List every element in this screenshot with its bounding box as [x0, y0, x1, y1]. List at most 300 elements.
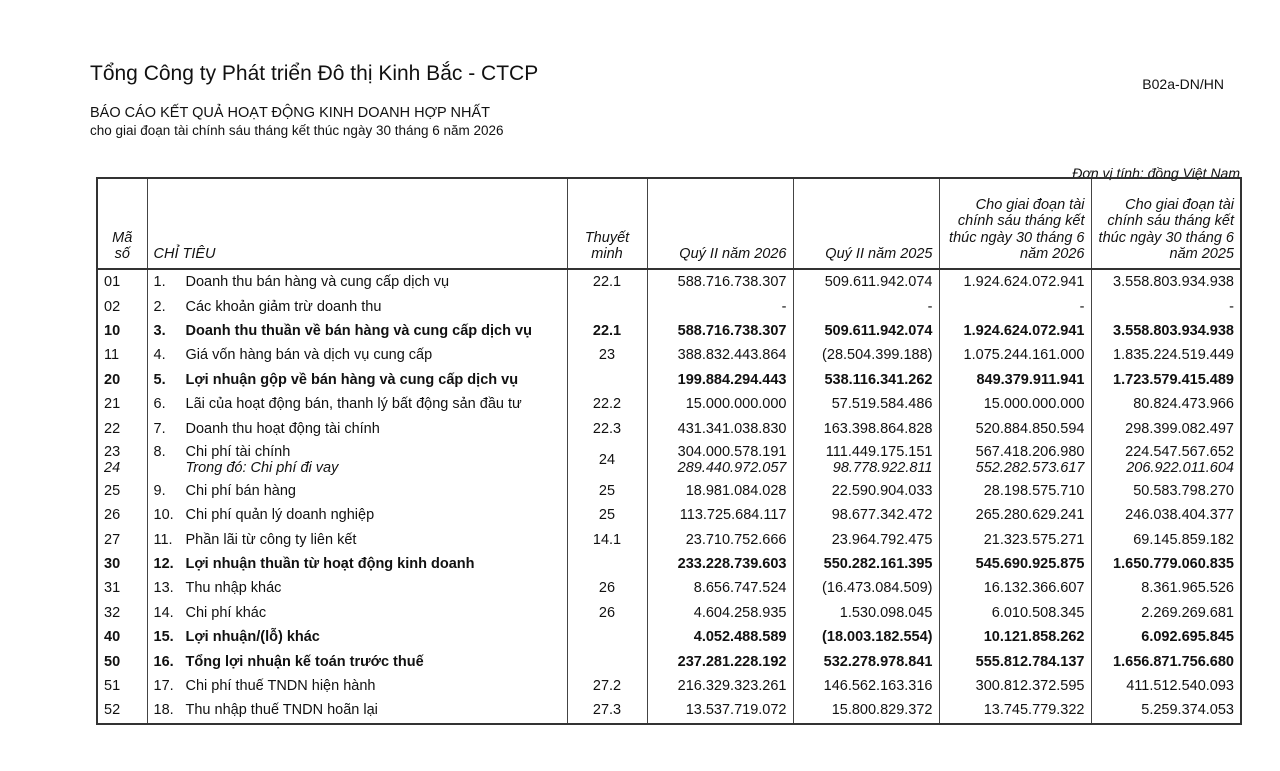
col-header-code: Mã số	[97, 178, 147, 269]
cell-note	[567, 698, 647, 723]
value-q2-2026: 23.710.752.666	[685, 531, 787, 548]
row-index: 14.	[153, 604, 174, 621]
cell-h1-2026	[939, 416, 1091, 440]
cell-q2-2025	[793, 416, 939, 440]
cell-q2-2026	[647, 625, 793, 649]
row-code: 50	[104, 653, 121, 670]
value-h1-2025: 6.092.695.845	[1141, 629, 1234, 646]
cell-h1-2026	[939, 698, 1091, 723]
value-q2-2026: 18.981.084.028	[685, 482, 787, 499]
cell-h1-2026	[939, 503, 1091, 527]
cell-item	[147, 649, 567, 673]
cell-q2-2025	[793, 698, 939, 723]
cell-note	[567, 552, 647, 576]
row-label: Các khoản giảm trừ doanh thu	[185, 298, 382, 315]
cell-item	[147, 479, 567, 503]
cell-note	[567, 294, 647, 318]
cell-item	[147, 576, 567, 600]
row-note: 22.1	[592, 322, 622, 339]
row-label: Thu nhập khác	[185, 580, 282, 597]
value-q2-2026: 216.329.323.261	[677, 678, 787, 695]
cell-q2-2026	[647, 674, 793, 698]
table-row	[97, 528, 1241, 552]
cell-item	[147, 503, 567, 527]
cell-item	[147, 674, 567, 698]
cell-q2-2025	[793, 625, 939, 649]
value-h1-2025: 3.558.803.934.938	[1113, 322, 1234, 339]
cell-q2-2026	[647, 552, 793, 576]
cell-note	[567, 416, 647, 440]
value-q2-2026: 588.716.738.307	[677, 322, 787, 339]
value-q2-2026: 199.884.294.443	[677, 371, 787, 388]
row-code: 25	[104, 482, 121, 499]
row-code: 23	[104, 443, 121, 460]
cell-note	[567, 368, 647, 392]
row-code: 11	[104, 347, 120, 364]
col-header-item: CHỈ TIÊU	[147, 178, 567, 269]
cell-h1-2025	[1091, 674, 1241, 698]
cell-code	[97, 479, 147, 503]
table-row	[97, 441, 1241, 479]
value-q2-2026: 388.832.443.864	[677, 347, 787, 364]
value-q2-2025: 15.800.829.372	[831, 702, 933, 719]
row-note: 25	[598, 482, 616, 499]
cell-q2-2025	[793, 368, 939, 392]
row-label: Doanh thu bán hàng và cung cấp dịch vụ	[185, 274, 450, 291]
row-index: 7.	[153, 420, 166, 437]
value-q2-2026: 8.656.747.524	[693, 580, 787, 597]
row-note: 26	[598, 580, 616, 597]
cell-item	[147, 294, 567, 318]
cell-q2-2026	[647, 576, 793, 600]
cell-q2-2025	[793, 343, 939, 367]
value-h1-2026: 21.323.575.271	[983, 531, 1085, 548]
row-index: 12.	[153, 556, 174, 573]
row-note: 24	[598, 451, 616, 468]
value-q2-2025: 111.449.175.151	[825, 443, 933, 460]
row-index: 17.	[153, 678, 174, 695]
cell-note	[567, 503, 647, 527]
table-row	[97, 601, 1241, 625]
cell-note	[567, 674, 647, 698]
table-row	[97, 294, 1241, 318]
cell-code	[97, 552, 147, 576]
cell-code	[97, 441, 147, 479]
company-name: Tổng Công ty Phát triển Đô thị Kinh Bắc - CTCP	[90, 62, 539, 85]
row-label: Chi phí thuế TNDN hiện hành	[185, 678, 376, 695]
cell-code	[97, 649, 147, 673]
row-index: 1.	[153, 274, 166, 291]
cell-code	[97, 576, 147, 600]
cell-h1-2026	[939, 601, 1091, 625]
cell-q2-2025	[793, 528, 939, 552]
cell-q2-2025	[793, 392, 939, 416]
value-q2-2025: (18.003.182.554)	[822, 629, 933, 646]
value-h1-2025: 80.824.473.966	[1133, 396, 1234, 413]
value-h1-2025: 69.145.859.182	[1133, 531, 1234, 548]
cell-q2-2026	[647, 269, 793, 294]
cell-h1-2025	[1091, 294, 1241, 318]
table-row	[97, 625, 1241, 649]
row-code: 32	[104, 604, 121, 621]
cell-q2-2025	[793, 576, 939, 600]
value-q2-2025: (16.473.084.509)	[822, 580, 933, 597]
cell-item	[147, 392, 567, 416]
value-h1-2026: 16.132.366.607	[983, 580, 1085, 597]
sub-value-q2-2026: 289.440.972.057	[677, 459, 787, 476]
table-header-row	[97, 178, 1241, 269]
value-h1-2025: 246.038.404.377	[1125, 507, 1234, 524]
row-label: Lợi nhuận gộp về bán hàng và cung cấp dịch vụ	[185, 371, 519, 388]
row-code: 21	[104, 396, 121, 413]
row-label: Doanh thu hoạt động tài chính	[185, 420, 380, 437]
row-code: 22	[104, 420, 121, 437]
value-h1-2026: 13.745.779.322	[983, 702, 1085, 719]
row-index: 11.	[153, 531, 173, 548]
cell-h1-2025	[1091, 649, 1241, 673]
value-q2-2025: 22.590.904.033	[831, 482, 933, 499]
cell-code	[97, 503, 147, 527]
value-h1-2025: 411.512.540.093	[1126, 678, 1234, 695]
cell-note	[567, 528, 647, 552]
sub-value-h1-2026: 552.282.573.617	[975, 459, 1085, 476]
cell-q2-2025	[793, 601, 939, 625]
cell-h1-2026	[939, 649, 1091, 673]
value-h1-2026: 1.924.624.072.941	[963, 274, 1085, 291]
value-h1-2026: 265.280.629.241	[975, 507, 1085, 524]
row-note: 22.3	[592, 420, 622, 437]
cell-q2-2026	[647, 698, 793, 723]
row-label: Giá vốn hàng bán và dịch vụ cung cấp	[185, 347, 433, 364]
col-header-note: Thuyết minh	[567, 178, 647, 269]
value-q2-2025: 1.530.098.045	[839, 604, 933, 621]
cell-q2-2026	[647, 479, 793, 503]
cell-q2-2026	[647, 441, 793, 479]
table-row	[97, 479, 1241, 503]
cell-item	[147, 416, 567, 440]
cell-q2-2026	[647, 368, 793, 392]
cell-note	[567, 392, 647, 416]
cell-note	[567, 343, 647, 367]
report-title: BÁO CÁO KẾT QUẢ HOẠT ĐỘNG KINH DOANH HỢP NHẤT	[90, 105, 490, 121]
value-q2-2026: 233.228.739.603	[677, 556, 787, 573]
cell-h1-2026	[939, 441, 1091, 479]
currency-unit: Đơn vị tính: đồng Việt Nam	[1072, 165, 1240, 181]
cell-h1-2026	[939, 294, 1091, 318]
value-h1-2026: 1.924.624.072.941	[963, 322, 1085, 339]
cell-h1-2025	[1091, 441, 1241, 479]
cell-item	[147, 441, 567, 479]
table-row	[97, 698, 1241, 723]
row-label: Thu nhập thuế TNDN hoãn lại	[185, 702, 378, 719]
cell-code	[97, 698, 147, 723]
table-row	[97, 269, 1241, 294]
value-q2-2025: -	[927, 298, 933, 315]
row-code: 51	[104, 678, 121, 695]
row-code: 10	[104, 322, 121, 339]
cell-note	[567, 441, 647, 479]
cell-q2-2025	[793, 294, 939, 318]
report-subtitle: cho giai đoạn tài chính sáu tháng kết thúc ngày 30 tháng 6 năm 2026	[90, 123, 504, 138]
cell-h1-2025	[1091, 528, 1241, 552]
cell-h1-2026	[939, 528, 1091, 552]
value-q2-2025: 509.611.942.074	[824, 322, 933, 339]
cell-h1-2025	[1091, 343, 1241, 367]
value-h1-2026: 545.690.925.875	[975, 556, 1085, 573]
value-q2-2026: 588.716.738.307	[677, 274, 787, 291]
row-label: Chi phí quản lý doanh nghiệp	[185, 507, 375, 524]
row-index: 16.	[153, 653, 174, 670]
cell-item	[147, 601, 567, 625]
cell-h1-2025	[1091, 601, 1241, 625]
cell-code	[97, 416, 147, 440]
cell-h1-2026	[939, 625, 1091, 649]
sub-row-code: 24	[104, 459, 121, 476]
cell-q2-2026	[647, 503, 793, 527]
cell-code	[97, 294, 147, 318]
cell-item	[147, 528, 567, 552]
value-q2-2025: 57.519.584.486	[831, 396, 933, 413]
cell-note	[567, 479, 647, 503]
cell-h1-2026	[939, 552, 1091, 576]
value-q2-2026: 113.725.684.117	[679, 507, 787, 524]
row-index: 15.	[153, 629, 174, 646]
value-q2-2026: 304.000.578.191	[677, 443, 787, 460]
cell-code	[97, 528, 147, 552]
row-note: 22.1	[592, 274, 622, 291]
cell-item	[147, 552, 567, 576]
cell-note	[567, 319, 647, 343]
table-row	[97, 343, 1241, 367]
row-code: 40	[104, 629, 121, 646]
cell-q2-2025	[793, 269, 939, 294]
cell-q2-2026	[647, 343, 793, 367]
cell-h1-2025	[1091, 503, 1241, 527]
cell-q2-2025	[793, 479, 939, 503]
value-q2-2026: 4.052.488.589	[693, 629, 787, 646]
cell-q2-2025	[793, 503, 939, 527]
value-q2-2026: 431.341.038.830	[677, 420, 787, 437]
row-label: Lợi nhuận thuần từ hoạt động kinh doanh	[185, 556, 475, 573]
row-note: 26	[598, 604, 616, 621]
form-code: B02a-DN/HN	[1142, 76, 1224, 92]
table-row	[97, 674, 1241, 698]
row-note: 23	[598, 347, 616, 364]
cell-h1-2026	[939, 319, 1091, 343]
value-h1-2025: 224.547.567.652	[1125, 443, 1234, 460]
cell-note	[567, 625, 647, 649]
value-q2-2025: 538.116.341.262	[824, 371, 933, 388]
cell-h1-2025	[1091, 576, 1241, 600]
cell-code	[97, 674, 147, 698]
cell-h1-2025	[1091, 625, 1241, 649]
table-row	[97, 649, 1241, 673]
row-index: 4.	[153, 347, 166, 364]
value-h1-2026: -	[1079, 298, 1085, 315]
table-row	[97, 319, 1241, 343]
cell-note	[567, 576, 647, 600]
col-header-q2-2026: Quý II năm 2026	[647, 178, 793, 269]
row-label: Chi phí tài chính	[185, 443, 291, 460]
cell-item	[147, 319, 567, 343]
table-row	[97, 503, 1241, 527]
cell-h1-2025	[1091, 392, 1241, 416]
value-q2-2025: 98.677.342.472	[831, 507, 933, 524]
table-row	[97, 392, 1241, 416]
cell-item	[147, 625, 567, 649]
row-index: 9.	[153, 482, 166, 499]
row-code: 52	[104, 702, 121, 719]
cell-q2-2026	[647, 649, 793, 673]
row-index: 2.	[153, 298, 166, 315]
cell-q2-2025	[793, 674, 939, 698]
cell-code	[97, 319, 147, 343]
row-label: Doanh thu thuần về bán hàng và cung cấp dịch vụ	[185, 322, 532, 339]
cell-note	[567, 649, 647, 673]
row-code: 02	[104, 298, 121, 315]
value-h1-2025: 8.361.965.526	[1141, 580, 1234, 597]
value-q2-2026: 13.537.719.072	[685, 702, 787, 719]
value-h1-2025: -	[1229, 298, 1234, 315]
cell-h1-2026	[939, 674, 1091, 698]
cell-code	[97, 625, 147, 649]
cell-q2-2026	[647, 528, 793, 552]
value-h1-2025: 50.583.798.270	[1133, 482, 1234, 499]
row-index: 18.	[153, 702, 174, 719]
cell-item	[147, 269, 567, 294]
col-header-q2-2025: Quý II năm 2025	[793, 178, 939, 269]
value-h1-2026: 567.418.206.980	[975, 443, 1085, 460]
value-q2-2026: 237.281.228.192	[677, 653, 787, 670]
cell-code	[97, 343, 147, 367]
value-q2-2025: 23.964.792.475	[831, 531, 933, 548]
cell-h1-2026	[939, 343, 1091, 367]
value-q2-2025: 163.398.864.828	[823, 420, 933, 437]
col-header-h1-2026: Cho giai đoạn tài chính sáu tháng kết thúc ngày 30 tháng 6 năm 2026	[939, 178, 1091, 269]
cell-q2-2025	[793, 552, 939, 576]
cell-code	[97, 601, 147, 625]
row-label: Phần lãi từ công ty liên kết	[185, 531, 357, 548]
value-h1-2025: 298.399.082.497	[1125, 420, 1234, 437]
row-code: 01	[104, 274, 121, 291]
cell-q2-2025	[793, 441, 939, 479]
cell-h1-2026	[939, 269, 1091, 294]
row-note: 14.1	[592, 531, 622, 548]
row-label: Chi phí bán hàng	[185, 482, 296, 499]
value-q2-2026: 15.000.000.000	[685, 396, 787, 413]
value-q2-2026: 4.604.258.935	[693, 604, 787, 621]
value-q2-2025: 532.278.978.841	[823, 653, 933, 670]
row-index: 6.	[153, 396, 166, 413]
row-label: Tổng lợi nhuận kế toán trước thuế	[185, 653, 424, 670]
cell-q2-2026	[647, 601, 793, 625]
cell-note	[567, 269, 647, 294]
value-q2-2025: 550.282.161.395	[823, 556, 933, 573]
cell-h1-2025	[1091, 319, 1241, 343]
table-row	[97, 368, 1241, 392]
row-index: 10.	[153, 507, 174, 524]
row-note: 22.2	[592, 396, 622, 413]
cell-h1-2025	[1091, 416, 1241, 440]
row-index: 3.	[153, 322, 166, 339]
row-label: Chi phí khác	[185, 604, 267, 621]
cell-code	[97, 368, 147, 392]
value-q2-2025: 146.562.163.316	[823, 678, 933, 695]
row-code: 30	[104, 556, 121, 573]
cell-h1-2026	[939, 392, 1091, 416]
cell-h1-2026	[939, 479, 1091, 503]
value-q2-2025: (28.504.399.188)	[822, 347, 933, 364]
cell-h1-2025	[1091, 479, 1241, 503]
table-row	[97, 416, 1241, 440]
cell-item	[147, 343, 567, 367]
row-note: 25	[598, 507, 616, 524]
cell-h1-2025	[1091, 698, 1241, 723]
cell-h1-2026	[939, 368, 1091, 392]
cell-h1-2026	[939, 576, 1091, 600]
cell-h1-2025	[1091, 269, 1241, 294]
value-q2-2025: 509.611.942.074	[824, 274, 933, 291]
value-h1-2026: 10.121.858.262	[983, 629, 1085, 646]
cell-item	[147, 698, 567, 723]
sub-value-q2-2025: 98.778.922.811	[832, 459, 933, 476]
value-h1-2026: 300.812.372.595	[975, 678, 1085, 695]
cell-q2-2026	[647, 392, 793, 416]
row-label: Lợi nhuận/(lỗ) khác	[185, 629, 320, 646]
row-code: 27	[104, 531, 121, 548]
row-note: 27.2	[592, 678, 622, 695]
cell-item	[147, 368, 567, 392]
value-h1-2026: 15.000.000.000	[983, 396, 1085, 413]
cell-code	[97, 269, 147, 294]
row-code: 20	[104, 371, 121, 388]
value-h1-2025: 5.259.374.053	[1141, 702, 1234, 719]
value-h1-2025: 3.558.803.934.938	[1113, 274, 1234, 291]
value-h1-2025: 1.835.224.519.449	[1113, 347, 1234, 364]
value-h1-2025: 1.650.779.060.835	[1113, 556, 1234, 573]
cell-h1-2025	[1091, 552, 1241, 576]
value-h1-2026: 6.010.508.345	[991, 604, 1085, 621]
cell-q2-2025	[793, 319, 939, 343]
col-header-h1-2025: Cho giai đoạn tài chính sáu tháng kết thúc ngày 30 tháng 6 năm 2025	[1091, 178, 1241, 269]
row-note: 27.3	[592, 702, 622, 719]
row-code: 31	[104, 580, 121, 597]
table-row	[97, 552, 1241, 576]
value-h1-2026: 28.198.575.710	[983, 482, 1085, 499]
row-code: 26	[104, 507, 121, 524]
sub-value-h1-2025: 206.922.011.604	[1126, 459, 1234, 476]
value-h1-2026: 555.812.784.137	[975, 653, 1085, 670]
income-statement-table	[96, 177, 1242, 725]
cell-h1-2025	[1091, 368, 1241, 392]
sub-row-label: Trong đó: Chi phí đi vay	[185, 459, 339, 476]
value-h1-2025: 2.269.269.681	[1141, 604, 1234, 621]
cell-q2-2026	[647, 416, 793, 440]
value-h1-2025: 1.656.871.756.680	[1113, 653, 1234, 670]
row-index: 5.	[153, 371, 166, 388]
cell-note	[567, 601, 647, 625]
row-label: Lãi của hoạt động bán, thanh lý bất động sản đầu tư	[185, 396, 522, 413]
value-h1-2026: 520.884.850.594	[975, 420, 1085, 437]
row-index: 13.	[153, 580, 174, 597]
cell-code	[97, 392, 147, 416]
value-h1-2026: 1.075.244.161.000	[963, 347, 1085, 364]
value-h1-2025: 1.723.579.415.489	[1113, 371, 1234, 388]
table-row	[97, 576, 1241, 600]
cell-q2-2026	[647, 294, 793, 318]
cell-q2-2025	[793, 649, 939, 673]
cell-q2-2026	[647, 319, 793, 343]
